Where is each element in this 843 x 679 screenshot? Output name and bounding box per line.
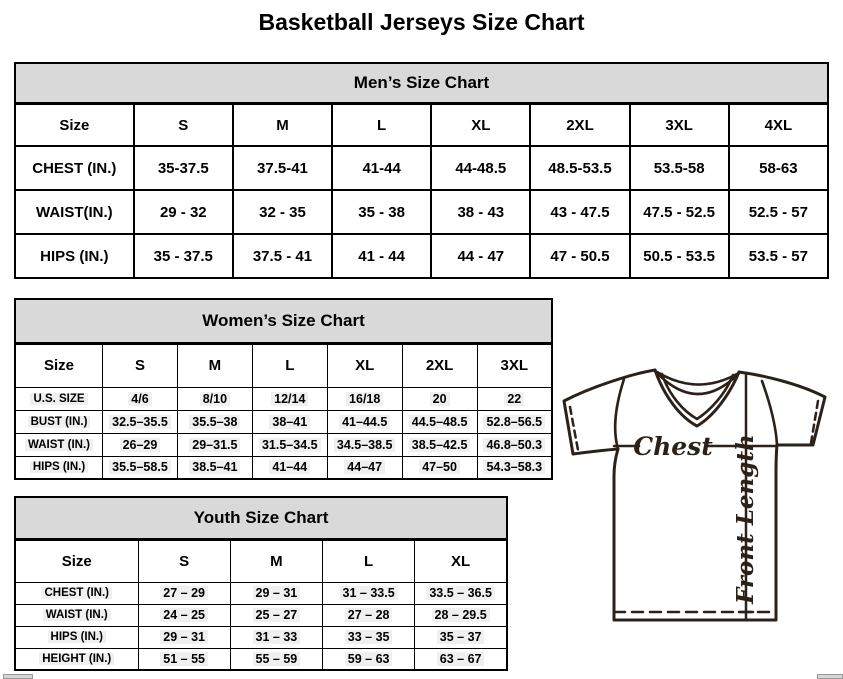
row-label <box>15 456 103 479</box>
cell-text: 8/10 <box>200 392 230 406</box>
row-label: CHEST (IN.) <box>15 146 134 190</box>
size-value: 44 - 47 <box>431 234 530 278</box>
size-value <box>402 410 477 433</box>
size-value: 29 - 32 <box>134 190 233 234</box>
size-value: 32 - 35 <box>233 190 332 234</box>
size-value: 58-63 <box>729 146 828 190</box>
column-header-2xl: 2XL <box>530 104 629 146</box>
cell-text: 31 – 33 <box>253 630 301 644</box>
size-value <box>177 387 252 410</box>
cell-text: 16/18 <box>346 392 383 406</box>
size-value <box>477 433 552 456</box>
cell-text: 44.5–48.5 <box>409 415 471 429</box>
table-row <box>15 582 507 604</box>
table-row <box>15 146 828 190</box>
jersey-measurement-diagram <box>556 364 842 632</box>
cell-text: 27 – 29 <box>160 586 208 600</box>
cell-text: 27 – 28 <box>345 608 393 622</box>
cell-text: 47–50 <box>419 460 460 474</box>
cell-text: 31.5–34.5 <box>259 438 321 452</box>
row-label <box>15 626 138 648</box>
scrollbar-fragment-right[interactable] <box>817 674 843 679</box>
cell-text: 63 – 67 <box>437 652 485 666</box>
size-value <box>477 410 552 433</box>
size-value <box>138 582 230 604</box>
size-value <box>327 456 402 479</box>
size-value <box>138 604 230 626</box>
size-value <box>252 456 327 479</box>
cell-text: 52.8–56.5 <box>483 415 545 429</box>
column-header-m: M <box>177 344 252 387</box>
column-header-l: L <box>252 344 327 387</box>
size-value <box>327 433 402 456</box>
cell-text: 33 – 35 <box>345 630 393 644</box>
cell-text: 20 <box>430 392 450 406</box>
cell-text: 38.5–41 <box>189 460 240 474</box>
jersey-right-seam <box>762 381 777 445</box>
cell-text: 35 – 37 <box>437 630 485 644</box>
front-length-label: Front Length <box>732 434 759 604</box>
size-value <box>402 387 477 410</box>
size-value: 53.5 - 57 <box>729 234 828 278</box>
cell-text: 12/14 <box>271 392 308 406</box>
column-header-3xl: 3XL <box>630 104 729 146</box>
size-value <box>415 648 507 670</box>
scrollbar-fragment-left[interactable] <box>3 674 33 679</box>
size-value: 35 - 37.5 <box>134 234 233 278</box>
cell-text: 51 – 55 <box>160 652 208 666</box>
column-header-m: M <box>230 540 322 582</box>
table-row <box>15 456 552 479</box>
cell-text: 44–47 <box>344 460 385 474</box>
size-value: 47 - 50.5 <box>530 234 629 278</box>
size-value: 38 - 43 <box>431 190 530 234</box>
size-value <box>327 410 402 433</box>
size-header-cell: Size <box>15 540 138 582</box>
cell-text: 22 <box>504 392 524 406</box>
column-header-s: S <box>103 344 178 387</box>
youth-size-chart-section <box>14 496 508 671</box>
cell-text: 26–29 <box>120 438 161 452</box>
page-title: Basketball Jerseys Size Chart <box>258 9 585 35</box>
cell-text: 34.5–38.5 <box>334 438 396 452</box>
size-value <box>230 582 322 604</box>
womens-chart-header: Women’s Size Chart <box>14 298 553 343</box>
size-value <box>477 456 552 479</box>
size-value <box>402 456 477 479</box>
womens-size-table <box>14 343 553 480</box>
cell-text: 54.3–58.3 <box>483 460 545 474</box>
row-label <box>15 648 138 670</box>
womens-size-chart-section <box>14 298 553 480</box>
row-label <box>15 410 103 433</box>
size-value <box>103 410 178 433</box>
size-value <box>323 626 415 648</box>
size-value <box>103 433 178 456</box>
size-value: 47.5 - 52.5 <box>630 190 729 234</box>
row-label <box>15 582 138 604</box>
cell-text: 31 – 33.5 <box>340 586 398 600</box>
column-header-row <box>15 104 828 146</box>
column-header-2xl: 2XL <box>402 344 477 387</box>
column-header-xl: XL <box>327 344 402 387</box>
size-value <box>477 387 552 410</box>
youth-chart-header: Youth Size Chart <box>14 496 508 539</box>
column-header-4xl: 4XL <box>729 104 828 146</box>
column-header-s: S <box>138 540 230 582</box>
cell-text: 35.5–58.5 <box>109 460 171 474</box>
size-value: 53.5-58 <box>630 146 729 190</box>
size-value <box>177 433 252 456</box>
table-row <box>15 410 552 433</box>
size-value <box>323 604 415 626</box>
cell-text: 32.5–35.5 <box>109 415 171 429</box>
mens-size-chart-section <box>14 62 829 279</box>
table-row <box>15 190 828 234</box>
size-value <box>252 410 327 433</box>
cell-text: 59 – 63 <box>345 652 393 666</box>
row-label: WAIST(IN.) <box>15 190 134 234</box>
cell-text: U.S. SIZE <box>30 393 87 405</box>
cell-text: CHEST (IN.) <box>41 587 112 599</box>
cell-text: 29–31.5 <box>189 438 240 452</box>
table-row <box>15 626 507 648</box>
size-value <box>402 433 477 456</box>
column-header-l: L <box>332 104 431 146</box>
cell-text: WAIST (IN.) <box>43 609 111 621</box>
size-value <box>415 582 507 604</box>
size-value: 41-44 <box>332 146 431 190</box>
size-value <box>230 604 322 626</box>
jersey-right-sleeve <box>739 372 825 445</box>
cell-text: 41–44.5 <box>339 415 390 429</box>
size-value <box>103 456 178 479</box>
size-value <box>177 410 252 433</box>
row-label <box>15 433 103 456</box>
cell-text: HEIGHT (IN.) <box>39 653 114 665</box>
cell-text: 25 – 27 <box>253 608 301 622</box>
size-value: 48.5-53.5 <box>530 146 629 190</box>
column-header-xl: XL <box>431 104 530 146</box>
mens-size-table <box>14 103 829 279</box>
cell-text: 46.8–50.3 <box>483 438 545 452</box>
size-value: 52.5 - 57 <box>729 190 828 234</box>
jersey-left-seam <box>615 379 624 449</box>
size-value <box>230 626 322 648</box>
size-value <box>415 626 507 648</box>
column-header-row <box>15 344 552 387</box>
size-value: 37.5-41 <box>233 146 332 190</box>
size-value <box>327 387 402 410</box>
cell-text: 41–44 <box>269 460 310 474</box>
size-value: 37.5 - 41 <box>233 234 332 278</box>
size-header-cell: Size <box>15 344 103 387</box>
size-value: 41 - 44 <box>332 234 431 278</box>
table-row <box>15 604 507 626</box>
size-value <box>138 648 230 670</box>
row-label: HIPS (IN.) <box>15 234 134 278</box>
cell-text: 55 – 59 <box>253 652 301 666</box>
size-value <box>323 648 415 670</box>
size-header-cell: Size <box>15 104 134 146</box>
size-value: 43 - 47.5 <box>530 190 629 234</box>
size-value: 50.5 - 53.5 <box>630 234 729 278</box>
cell-text: 4/6 <box>128 392 151 406</box>
row-label <box>15 604 138 626</box>
size-value <box>230 648 322 670</box>
size-value <box>415 604 507 626</box>
cell-text: 38.5–42.5 <box>409 438 471 452</box>
row-label <box>15 387 103 410</box>
column-header-row <box>15 540 507 582</box>
size-value <box>252 387 327 410</box>
cell-text: 24 – 25 <box>160 608 208 622</box>
table-row <box>15 234 828 278</box>
column-header-m: M <box>233 104 332 146</box>
size-value <box>252 433 327 456</box>
table-row <box>15 387 552 410</box>
table-row <box>15 648 507 670</box>
size-value <box>177 456 252 479</box>
column-header-s: S <box>134 104 233 146</box>
column-header-xl: XL <box>415 540 507 582</box>
cell-text: WAIST (IN.) <box>25 439 93 451</box>
column-header-3xl: 3XL <box>477 344 552 387</box>
chest-label: Chest <box>633 432 713 461</box>
column-header-l: L <box>323 540 415 582</box>
cell-text: 38–41 <box>269 415 310 429</box>
cell-text: BUST (IN.) <box>28 416 91 428</box>
cell-text: 28 – 29.5 <box>432 608 490 622</box>
table-row <box>15 433 552 456</box>
size-value <box>323 582 415 604</box>
size-value: 35 - 38 <box>332 190 431 234</box>
size-value: 35-37.5 <box>134 146 233 190</box>
mens-chart-header: Men’s Size Chart <box>14 62 829 103</box>
cell-text: 29 – 31 <box>253 586 301 600</box>
size-value <box>138 626 230 648</box>
cell-text: 29 – 31 <box>160 630 208 644</box>
size-value <box>103 387 178 410</box>
youth-size-table <box>14 539 508 671</box>
cell-text: HIPS (IN.) <box>30 461 88 473</box>
cell-text: HIPS (IN.) <box>48 631 106 643</box>
size-value: 44-48.5 <box>431 146 530 190</box>
cell-text: 33.5 – 36.5 <box>426 586 495 600</box>
cell-text: 35.5–38 <box>189 415 240 429</box>
